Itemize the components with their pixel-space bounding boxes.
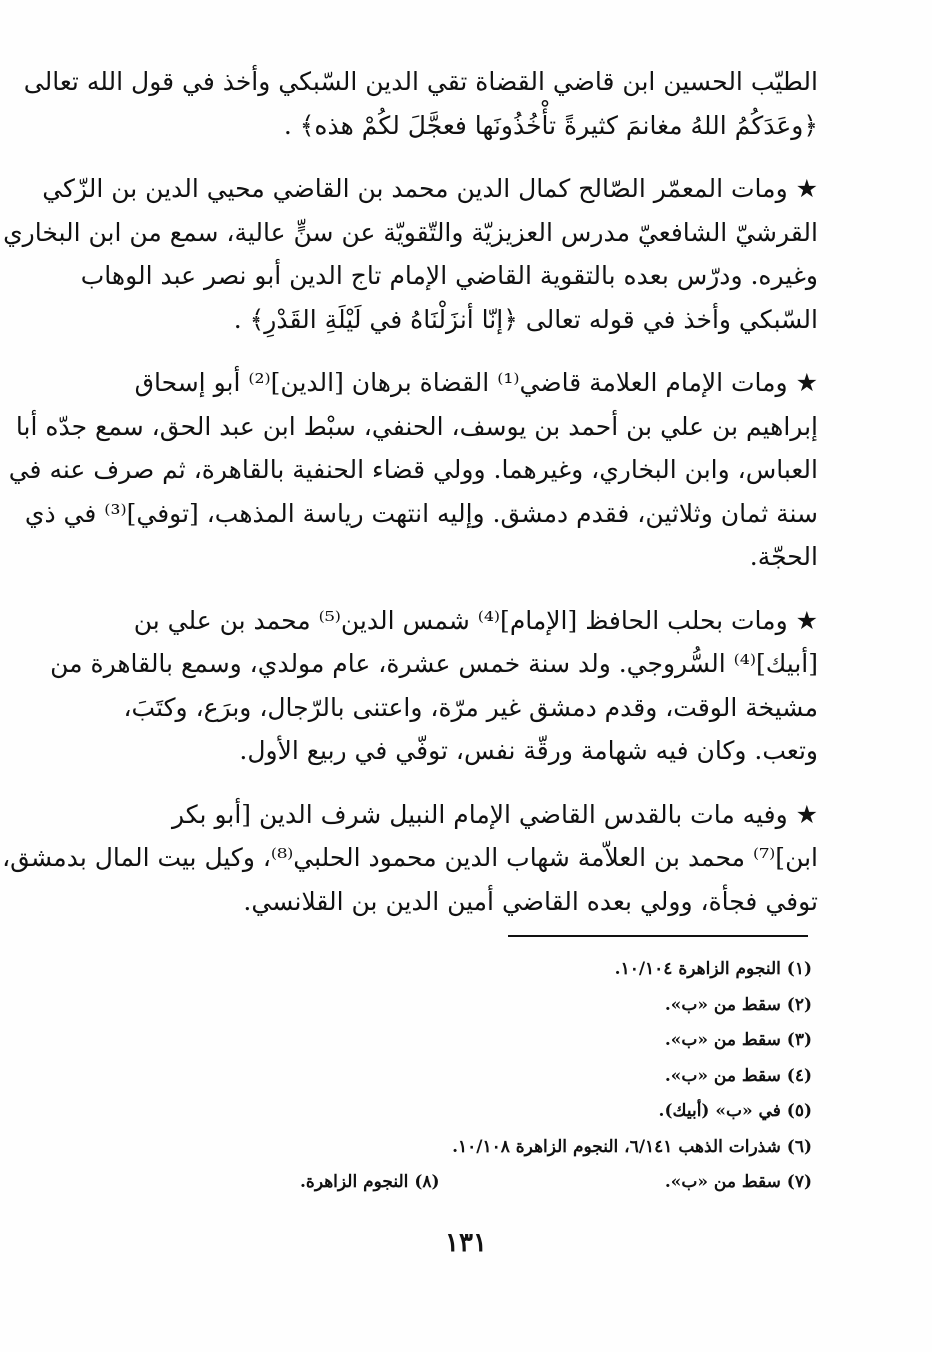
- footnote: (٣) سقط من «ب».: [664, 1030, 812, 1050]
- text-line: سنة ثمان وثلاثين، فقدم دمشق. وإليه انتهت رياسة المذهب، [توفي]⁽³⁾ في ذي: [24, 498, 818, 528]
- footnote: (١) النجوم الزاهرة ١٠/١٠٤.: [614, 959, 812, 979]
- text-line: ★ وفيه مات بالقدس القاضي الإمام النبيل شرف الدين [أبو بكر: [171, 799, 818, 829]
- text-line: إبراهيم بن علي بن أحمد بن يوسف، الحنفي، سبْط ابن عبد الحق، سمع جدّه أبا: [15, 411, 818, 441]
- paragraph: [50, 599, 818, 773]
- text-line: السّبكي وأخذ في قوله تعالى ﴿إنّا أنزَلْنَاهُ في لَيْلَةِ القَدْرِ﴾ .: [233, 304, 818, 334]
- text-line: ★ ومات المعمّر الصّالح كمال الدين محمد بن القاضي محيي الدين بن الزّكي: [42, 174, 818, 203]
- paragraph: [3, 167, 818, 341]
- text-line: [أبيك]⁽⁴⁾ السُّروجي. ولد سنة خمس عشرة، عام مولدي، وسمع بالقاهرة من: [50, 649, 818, 678]
- footnote: (٧) سقط من «ب».: [664, 1172, 812, 1192]
- footnote-divider: [508, 935, 808, 937]
- footnote: (٢) سقط من «ب».: [664, 994, 812, 1015]
- text-line: الحجّة.: [749, 542, 818, 571]
- text-line: ★ ومات الإمام العلامة قاضي⁽¹⁾ القضاة برهان [الدين]⁽²⁾ أبو إسحاق: [134, 368, 818, 397]
- paragraph: [23, 60, 818, 147]
- footnote: (٥) في «ب» (أبيك).: [658, 1101, 812, 1121]
- text-line: ﴿وعَدَكُمُ اللهُ مغانمَ كثيرةً تأْخُذُونَها فعجَّلَ لكُمْ هذه﴾ .: [283, 110, 818, 140]
- main-text: [2, 60, 818, 943]
- footnote: (٦) شذرات الذهب ٦/١٤١، النجوم الزاهرة ١٠/١٠٨.: [452, 1136, 812, 1157]
- text-line: القرشيّ الشافعيّ مدرس العزيزيّة والتّقويّة عن سنٍّ عالية، سمع من ابن البخاري: [3, 217, 818, 247]
- text-line: توفي فجأة، وولي بعده القاضي أمين الدين بن القلانسي.: [243, 886, 818, 916]
- footnote-row: [300, 1165, 812, 1201]
- text-line: الطيّب الحسين ابن قاضي القضاة تقي الدين السّبكي وأخذ في قول الله تعالى: [23, 67, 818, 96]
- footnote: (٤) سقط من «ب».: [664, 1065, 812, 1086]
- footnote: (٨) النجوم الزاهرة.: [300, 1172, 440, 1192]
- text-line: وغيره. ودرّس بعده بالتقوية القاضي الإمام تاج الدين أبو نصر عبد الوهاب: [80, 261, 818, 290]
- text-line: وتعب. وكان فيه شهامة ورقّة نفس، توفّي في ربيع الأول.: [239, 736, 818, 765]
- footnotes: [300, 952, 812, 1201]
- paragraph: [8, 361, 818, 579]
- text-line: مشيخة الوقت، وقدم دمشق غير مرّة، واعتنى بالرّجال، وبرَع، وكتَبَ،: [123, 692, 818, 722]
- page-number: ١٣١: [445, 1228, 487, 1258]
- text-line: ★ ومات بحلب الحافظ [الإمام]⁽⁴⁾ شمس الدين⁽⁵⁾ محمد بن علي بن: [133, 605, 818, 635]
- text-line: ابن]⁽⁷⁾ محمد بن العلاّمة شهاب الدين محمود الحلبي⁽⁸⁾، وكيل بيت المال بدمشق،: [2, 843, 818, 872]
- paragraph: [2, 793, 818, 924]
- text-line: العباس، وابن البخاري، وغيرهما. وولي قضاء الحنفية بالقاهرة، ثم صرف عنه في: [8, 455, 818, 484]
